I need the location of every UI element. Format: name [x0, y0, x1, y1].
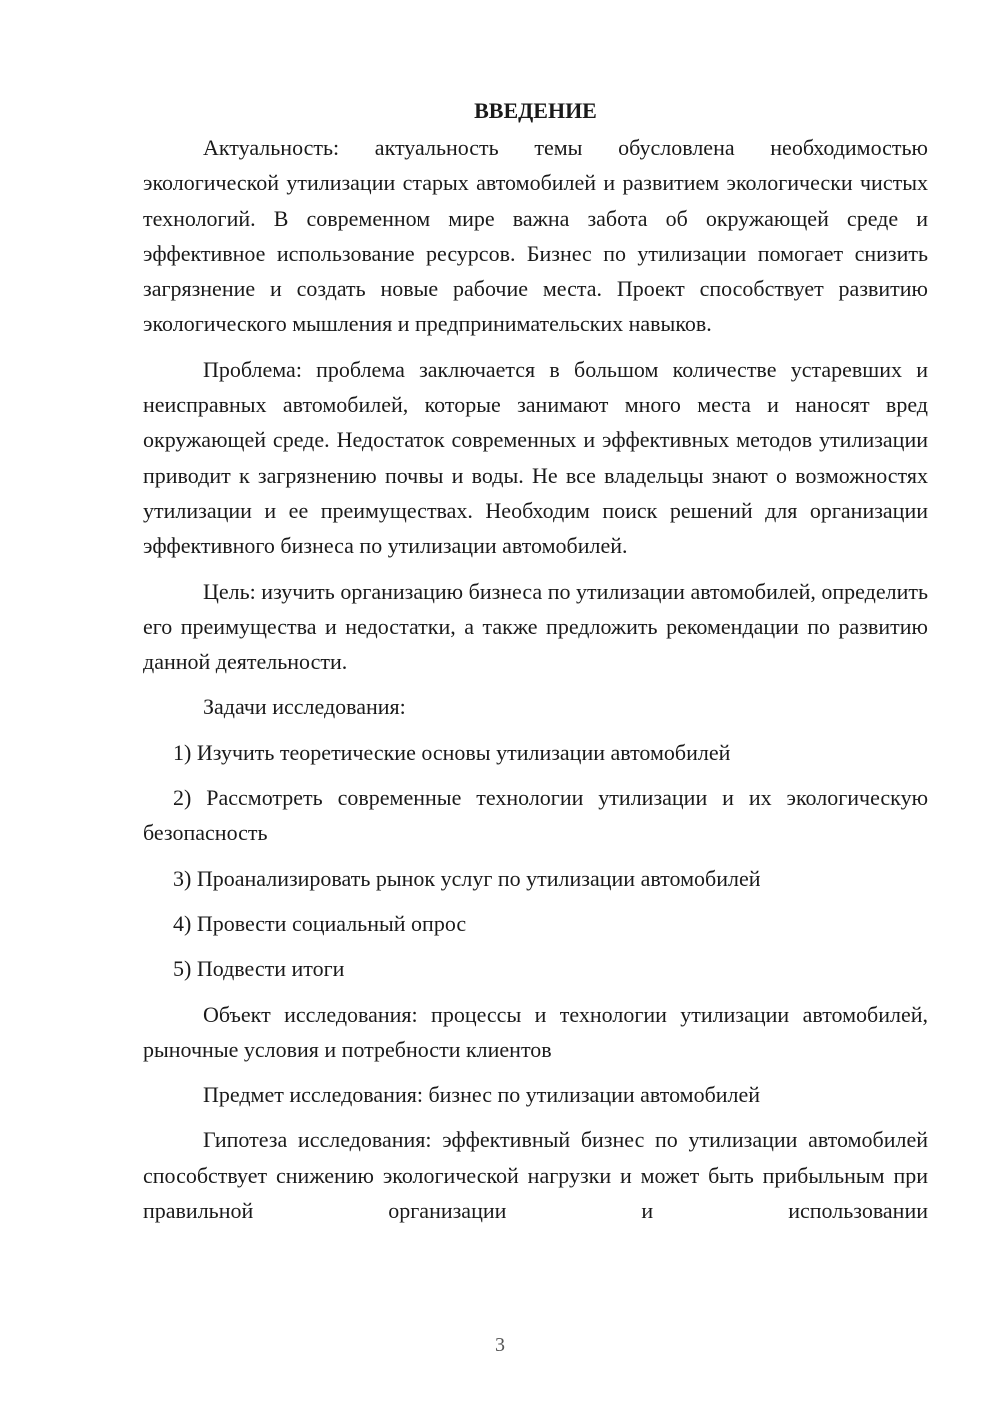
problem-paragraph: Проблема: проблема заключается в большом количестве устаревших и неисправных автомобилей, которые занимают много места и наносят вред окружающей среде. Недостаток современных и эффективных методов утилизации приводит к загрязнению почвы и воды. Не все владельцы знают о возможностях утилизации и ее преимуществах. Необходим поиск решений для организации эффективного бизнеса по утилизации автомобилей.: [143, 356, 928, 559]
task-item-1: 1) Изучить теоретические основы утилизации автомобилей: [173, 739, 731, 765]
task-item-3: 3) Проанализировать рынок услуг по утилизации автомобилей: [173, 865, 761, 891]
hypothesis-paragraph: Гипотеза исследования: эффективный бизнес по утилизации автомобилей способствует снижению экологической нагрузки и может быть прибыльным при правильной организации и использовании: [143, 1127, 928, 1224]
tasks-heading: Задачи исследования:: [203, 694, 406, 720]
subject-paragraph: Предмет исследования: бизнес по утилизации автомобилей: [203, 1082, 761, 1108]
relevance-paragraph: Актуальность: актуальность темы обусловлена необходимостью экологической утилизации старых автомобилей и развитием экологически чистых технологий. В современном мире важна забота об окружающей среде и эффективное использование ресурсов. Бизнес по утилизации помогает снизить загрязнение и создать новые рабочие места. Проект способствует развитию экологического мышления и предпринимательских навыков.: [143, 135, 928, 337]
task-item-2: 2) Рассмотреть современные технологии утилизации и их экологическую безопасность: [143, 785, 928, 846]
document-page: [143, 96, 928, 1238]
page-number: 3: [495, 1334, 505, 1356]
goal-paragraph: Цель: изучить организацию бизнеса по утилизации автомобилей, определить его преимущества и недостатки, а также предложить рекомендации по развитию данной деятельности.: [143, 578, 928, 675]
task-item-4: 4) Провести социальный опрос: [173, 910, 467, 936]
object-paragraph: Объект исследования: процессы и технологии утилизации автомобилей, рыночные условия и потребности клиентов: [143, 1001, 928, 1062]
task-item-5: 5) Подвести итоги: [173, 956, 345, 982]
page-title: ВВЕДЕНИЕ: [474, 98, 597, 123]
